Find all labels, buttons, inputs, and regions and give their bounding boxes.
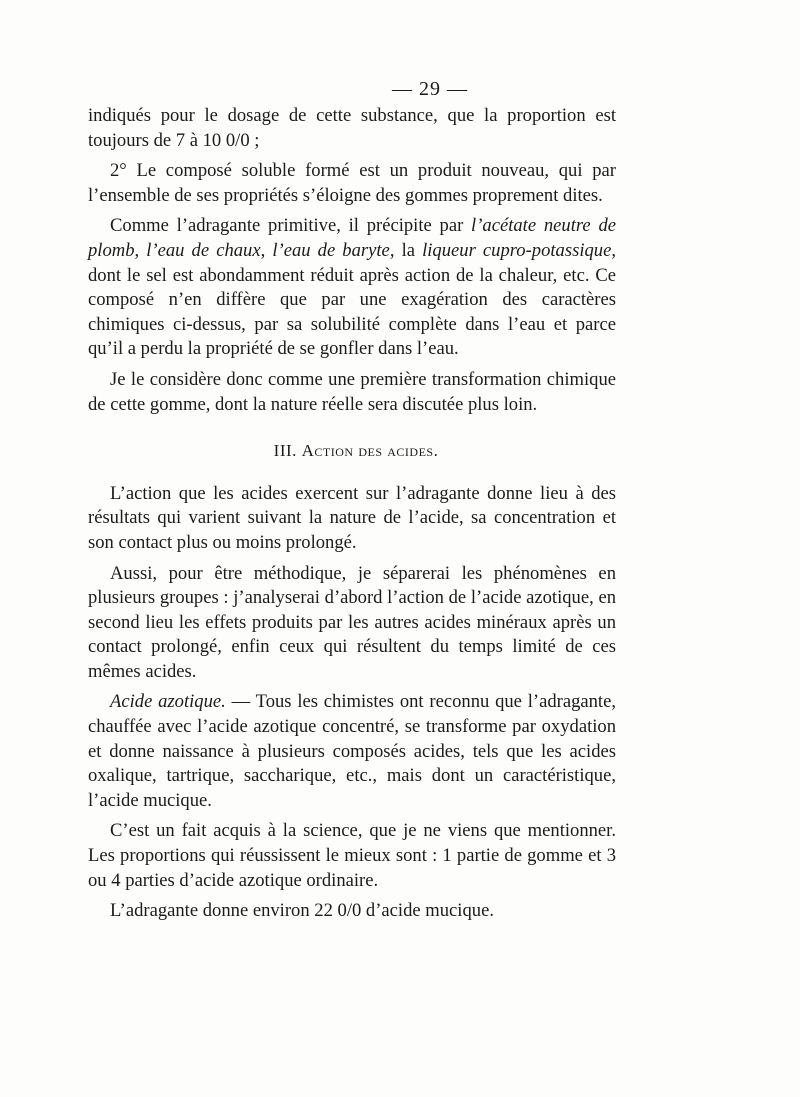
reagent-baryta-water: l’eau de baryte bbox=[272, 239, 390, 261]
reagent-lead-acetate: l’acétate neutre de plomb bbox=[88, 215, 616, 261]
paragraph-nitric-acid bbox=[88, 690, 616, 813]
paragraph-conclusion: Je le considère donc comme une première transformation chimique de cette gomme, dont la nature réelle sera discutée plus loin. bbox=[88, 368, 616, 415]
text-run: Comme l’adragante primitive, il précipite par bbox=[110, 215, 472, 237]
reagent-cupro-potassic: liqueur cupro-potassique bbox=[422, 239, 612, 261]
page-number: — 29 — bbox=[392, 78, 468, 100]
text-run: , bbox=[260, 239, 273, 261]
paragraph-continuation: indiqués pour le dosage de cette substance, que la proportion est toujours de 7 à 10 0/0 ; bbox=[88, 105, 616, 151]
paragraph-method: Aussi, pour être méthodique, je séparerai les phénomènes en plusieurs groupes : j’analyserai d’abord l’action de l’acide azotique, en second lieu les effets produits par les autres acides minéraux après un contact prolongé, enfin ceux qui résultent du temps limité de ces mêmes acides. bbox=[88, 562, 616, 682]
reagent-lime-water: l’eau de chaux bbox=[146, 239, 261, 261]
text-run: , bbox=[134, 239, 147, 261]
paragraph-point-2: 2° Le composé soluble formé est un produit nouveau, qui par l’ensemble de ses propriétés s’éloigne des gommes proprement dites. bbox=[88, 160, 616, 206]
subheading-nitric-acid: Acide azotique. bbox=[110, 691, 226, 713]
section-label: Action des acides. bbox=[301, 441, 439, 461]
body-text bbox=[88, 104, 616, 924]
paragraph-proportions: C’est un fait acquis à la science, que je ne viens que mentionner. Les proportions qui réussissent le mieux sont : 1 partie de gomme et 3 ou 4 parties d’acide azotique ordinaire. bbox=[88, 820, 616, 891]
section-number: III. bbox=[273, 441, 297, 461]
paragraph-yield: L’adragante donne environ 22 0/0 d’acide mucique. bbox=[110, 900, 494, 922]
text-run: , la bbox=[389, 239, 423, 261]
text-run: , dont le sel est abondamment réduit après action de la chaleur, etc. Ce composé n’en diffère que par une exagération des caractères chimiques ci-dessus, par sa solubilité complète dans l’eau et parce qu’il a perdu la propriété de se gonfler dans l’eau. bbox=[88, 239, 616, 360]
paragraph-precipitation bbox=[88, 214, 616, 362]
section-heading bbox=[88, 439, 616, 464]
paragraph-acid-action: L’action que les acides exercent sur l’adragante donne lieu à des résultats qui varient suivant la nature de l’acide, sa concentration et son contact plus ou moins prolongé. bbox=[88, 482, 616, 553]
text-run: — Tous les chimistes ont reconnu que l’adragante, chauffée avec l’acide azotique concentré, se transforme par oxydation et donne naissance à plusieurs composés acides, tels que les acides oxalique, tartrique, saccharique, etc., mais dont un caractéristique, l’acide mucique. bbox=[88, 691, 616, 811]
